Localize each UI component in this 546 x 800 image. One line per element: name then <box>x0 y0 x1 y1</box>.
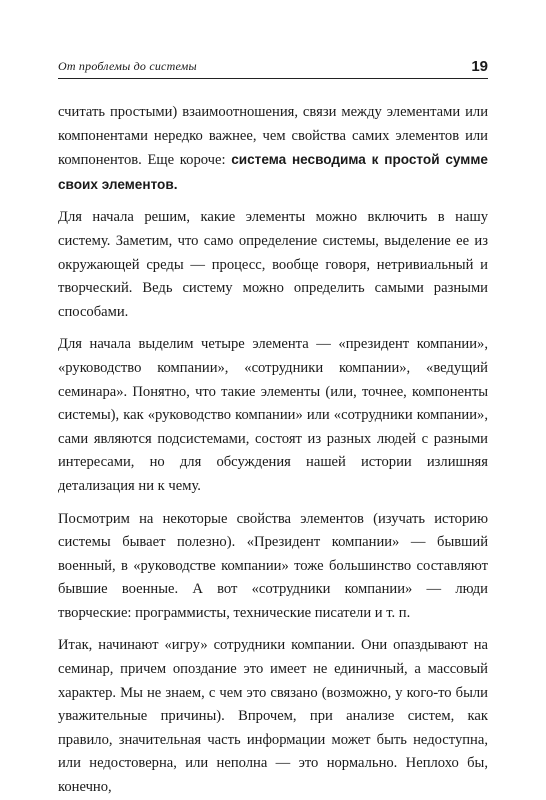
book-page <box>58 52 488 796</box>
body-text <box>58 101 488 800</box>
paragraph-4: Посмотрим на некоторые свойства элементов (изучать историю системы бывает полезно). «Президент компании» — бывший военный, в «руководстве компании» тоже большинство составляют бывшие военные. А вот «сотрудники компании» — люди творческие: программисты, технические писатели и т. п. <box>58 510 488 621</box>
paragraph-2: Для начала решим, какие элементы можно включить в нашу систему. Заметим, что само определение системы, выделение ее из окружающей среды — процесс, вообще говоря, нетривиальный и творческий. Ведь систему можно определить самыми разными способами. <box>58 209 488 320</box>
paragraph-1 <box>58 101 488 197</box>
paragraph-1-emphasis: система несводима к простой сумме своих элементов. <box>58 152 488 192</box>
page-number: 19 <box>471 58 488 75</box>
paragraph-1-text: считать простыми) взаимоотношения, связи между элементами или компонентами нередко важнее, чем свойства самих элементов или компонентов. Еще короче: <box>58 104 488 169</box>
running-title: От проблемы до системы <box>58 59 197 73</box>
paragraph-5: Итак, начинают «игру» сотрудники компании. Они опаздывают на семинар, причем опоздание это имеет не единичный, а массовый характер. Мы не знаем, с чем это связано (возможно, у кого-то были уважительные причины). Впрочем, при анализе систем, как правило, значительная часть информации может быть недоступна, или недостоверна, или неполна — это нормально. Неплохо бы, конечно, <box>58 637 488 796</box>
running-header <box>58 52 488 79</box>
paragraph-3: Для начала выделим четыре элемента — «президент компании», «руководство компании», «сотрудники компании», «ведущий семинара». Понятно, что такие элементы (или, точнее, компоненты системы), как «руководство компании» или «сотрудники компании», сами являются подсистемами, состоят из разных людей с разными интересами, но для обсуждения нашей истории излишняя детализация ни к чему. <box>58 336 488 494</box>
